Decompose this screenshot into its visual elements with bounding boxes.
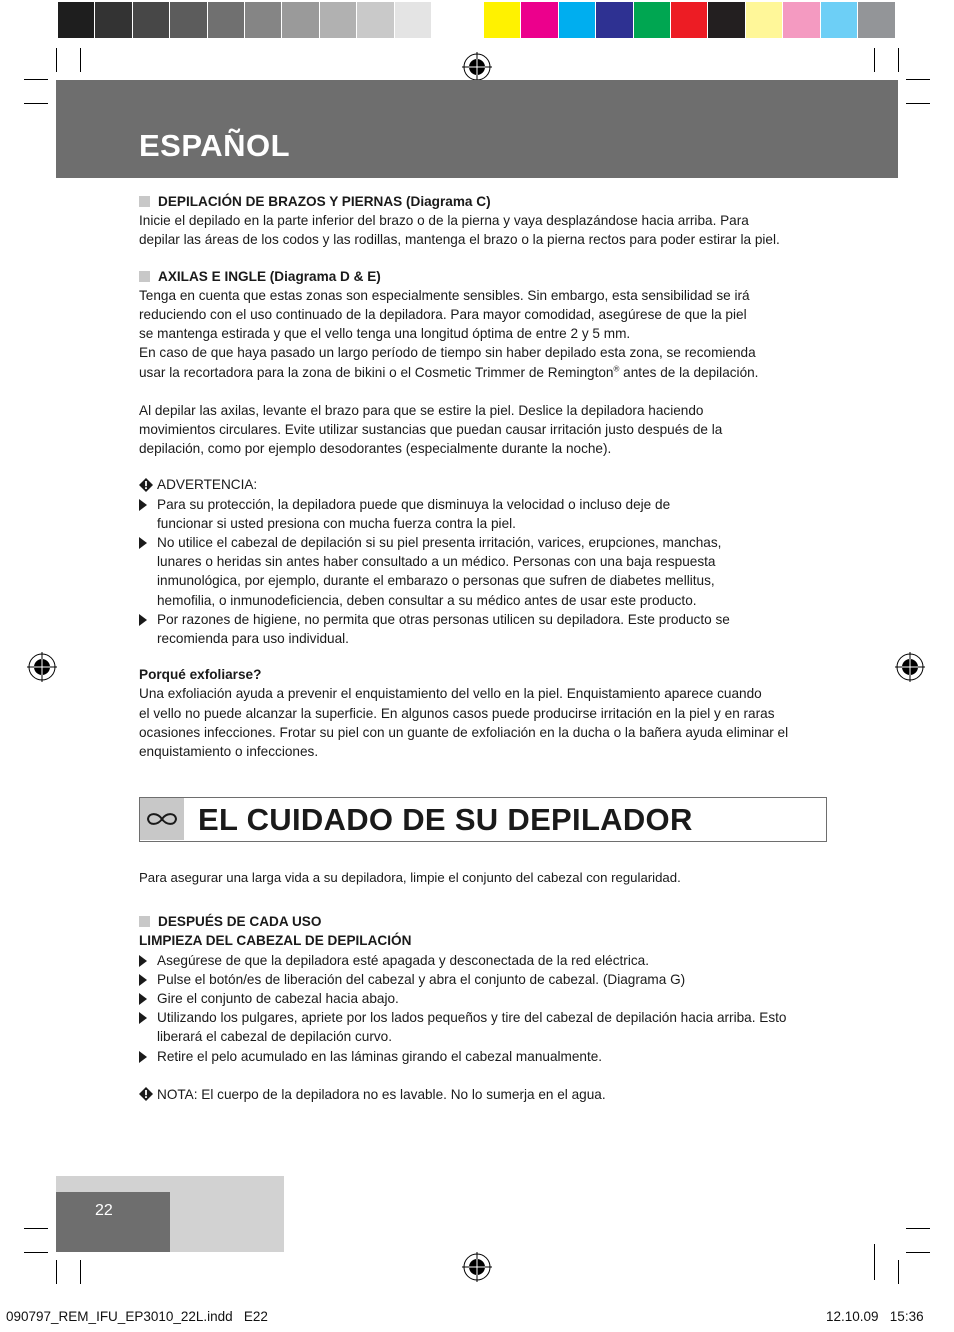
color-swatch	[821, 2, 858, 38]
note-text: NOTA: El cuerpo de la depiladora no es lavable. No lo sumerja en el agua.	[157, 1086, 606, 1102]
color-swatch	[634, 2, 671, 38]
care-title: EL CUIDADO DE SU DEPILADOR	[198, 802, 693, 837]
color-swatch	[395, 2, 432, 38]
crop-mark	[906, 1252, 930, 1253]
list-item-line: No utilice el cabezal de depilación si su piel presenta irritación, varices, erupciones, manchas,	[157, 535, 722, 551]
cleaning-steps-list	[139, 951, 839, 1066]
crop-mark	[906, 103, 930, 104]
list-item	[139, 989, 839, 1008]
list-item-line: Utilizando los pulgares, apriete por los lados pequeños y tire del cabezal de depilación hacia arriba. Esto	[157, 1010, 787, 1026]
body-line: ocasiones infecciones. Frotar su piel con un guante de exfoliación en la ducha o la bañera ayuda eliminar el	[139, 724, 789, 740]
color-swatch	[282, 2, 319, 38]
body-line: enquistamiento o infecciones.	[139, 744, 319, 760]
crop-mark	[898, 1260, 899, 1284]
cleaning-heading: LIMPIEZA DEL CABEZAL DE DEPILACIÓN	[139, 933, 412, 949]
main-content	[139, 192, 839, 761]
color-swatch	[783, 2, 820, 38]
body-line	[139, 363, 839, 382]
crop-mark	[24, 79, 48, 80]
color-swatch	[432, 2, 469, 38]
body-line: depilar las áreas de los codos y las rodillas, mantenga el brazo o la pierna rectos para poder estirar la piel.	[139, 232, 780, 248]
arrow-bullet-icon	[139, 955, 147, 967]
note-line	[139, 1085, 839, 1104]
section-title: DEPILACIÓN DE BRAZOS Y PIERNAS (Diagrama C)	[158, 194, 491, 209]
list-item-line: Gire el conjunto de cabezal hacia abajo.	[157, 991, 399, 1007]
list-item-line: lunares o heridas sin antes haber consultado a un médico. Personas con una baja respuesta	[157, 554, 716, 570]
list-item-line: funcionar si usted presiona con mucha fuerza contra la piel.	[157, 515, 516, 531]
list-item-line: hemofilia, o inmunodeficiencia, deben consultar a su médico antes de usar este producto.	[157, 592, 697, 608]
body-line: se mantenga estirada y que el vello tenga una longitud óptima de entre 2 y 5 mm.	[139, 326, 631, 342]
registration-mark-icon	[462, 52, 492, 82]
crop-mark	[906, 79, 930, 80]
color-swatch	[95, 2, 132, 38]
color-swatch	[746, 2, 783, 38]
crop-mark	[24, 1252, 48, 1253]
body-line: Tenga en cuenta que estas zonas son especialmente sensibles. Sin embargo, esta sensibilidad se irá	[139, 287, 750, 303]
list-item	[139, 1008, 839, 1046]
warning-title: ADVERTENCIA:	[157, 477, 258, 493]
section-heading-armpits	[139, 267, 839, 286]
square-bullet-icon	[139, 916, 150, 927]
color-swatch	[133, 2, 170, 38]
care-content	[139, 868, 839, 1104]
crop-mark	[80, 48, 81, 72]
body-line: el vello no puede alcanzar la superficie. En algunos casos puede producirse irritación en la piel y en raras	[139, 705, 775, 721]
color-swatch	[170, 2, 207, 38]
color-swatch	[858, 2, 895, 38]
crop-mark	[874, 1244, 875, 1280]
list-item-line: Asegúrese de que la depiladora esté apagada y desconectada de la red eléctrica.	[157, 952, 649, 968]
crop-mark	[80, 1260, 81, 1284]
section-title: AXILAS E INGLE (Diagrama D & E)	[158, 268, 381, 284]
color-swatch	[708, 2, 745, 38]
page-number: 22	[95, 1202, 113, 1219]
crop-mark	[906, 1228, 930, 1229]
body-line: reduciendo con el uso continuado de la depiladora. Para mayor comodidad, asegúrese de que la piel	[139, 307, 747, 323]
arrow-bullet-icon	[139, 537, 147, 549]
infinity-icon	[145, 810, 179, 828]
page-title: ESPAÑOL	[139, 128, 291, 163]
date-slug: 12.10.09 15:36	[826, 1309, 924, 1324]
color-swatch	[559, 2, 596, 38]
color-swatch	[671, 2, 708, 38]
registration-mark-icon	[462, 1252, 492, 1282]
list-item-line: Para su protección, la depiladora puede que disminuya la velocidad o incluso deje de	[157, 496, 671, 512]
list-item-line: liberará el cabezal de depilación curvo.	[157, 1029, 393, 1045]
section-heading-arms-legs	[139, 192, 839, 211]
color-swatch	[521, 2, 558, 38]
care-intro: Para asegurar una larga vida a su depiladora, limpie el conjunto del cabezal con regularidad.	[139, 870, 681, 885]
warning-icon	[139, 478, 153, 492]
file-slug: 090797_REM_IFU_EP3010_22L.indd E22	[6, 1309, 268, 1324]
color-swatch	[596, 2, 633, 38]
registration-mark-icon	[27, 652, 57, 682]
body-line: movimientos circulares. Evite utilizar sustancias que puedan causar irritación justo después de la	[139, 422, 723, 438]
list-item-line: Pulse el botón/es de liberación del cabezal y abra el conjunto de cabezal. (Diagrama G)	[157, 971, 686, 987]
exfoliate-heading: Porqué exfoliarse?	[139, 667, 262, 683]
arrow-bullet-icon	[139, 1051, 147, 1063]
list-item-line: Retire el pelo acumulado en las láminas girando el cabezal manualmente.	[157, 1048, 603, 1064]
body-text: antes de la depilación.	[619, 364, 759, 380]
square-bullet-icon	[139, 196, 150, 207]
crop-mark	[24, 1228, 48, 1229]
list-item	[139, 951, 839, 970]
arrow-bullet-icon	[139, 974, 147, 986]
list-item	[139, 970, 839, 989]
crop-mark	[898, 48, 899, 72]
registration-mark-icon	[895, 652, 925, 682]
color-swatch	[320, 2, 357, 38]
arrow-bullet-icon	[139, 993, 147, 1005]
body-line: depilación, como por ejemplo desodorantes (especialmente durante la noche).	[139, 441, 612, 457]
list-item	[139, 533, 839, 610]
color-swatch-bar	[484, 2, 895, 38]
list-item	[139, 495, 839, 533]
color-swatch	[208, 2, 245, 38]
registered-mark: ®	[613, 364, 620, 374]
arrow-bullet-icon	[139, 1012, 147, 1024]
color-swatch	[484, 2, 521, 38]
list-item-line: Por razones de higiene, no permita que otras personas utilicen su depiladora. Este producto se	[157, 611, 730, 627]
page-number-tab	[56, 1192, 170, 1252]
warning-heading	[139, 475, 839, 494]
section-title: DESPUÉS DE CADA USO	[158, 914, 322, 930]
care-icon-cell	[140, 798, 184, 840]
care-heading-box	[139, 797, 827, 842]
warning-icon	[139, 1087, 153, 1101]
crop-mark	[56, 1260, 57, 1284]
arrow-bullet-icon	[139, 614, 147, 626]
grayscale-swatch-bar	[58, 2, 469, 38]
color-swatch	[58, 2, 95, 38]
body-line: Una exfoliación ayuda a prevenir el enquistamiento del vello en la piel. Enquistamiento aparece cuando	[139, 686, 762, 702]
crop-mark	[56, 48, 57, 72]
arrow-bullet-icon	[139, 499, 147, 511]
crop-mark	[24, 103, 48, 104]
body-line: Inicie el depilado en la parte inferior del brazo o de la pierna y vaya desplazándose hacia arriba. Para	[139, 213, 749, 229]
body-text: usar la recortadora para la zona de bikini o el Cosmetic Trimmer de Remington	[139, 364, 614, 380]
body-line: En caso de que haya pasado un largo período de tiempo sin haber depilado esta zona, se recomienda	[139, 345, 756, 361]
list-item-line: recomienda para uso individual.	[157, 631, 349, 647]
color-swatch	[357, 2, 394, 38]
warning-list	[139, 495, 839, 649]
list-item	[139, 610, 839, 648]
section-heading-after-use	[139, 912, 839, 931]
list-item	[139, 1047, 839, 1066]
crop-mark	[874, 48, 875, 72]
square-bullet-icon	[139, 271, 150, 282]
list-item-line: inmunológica, por ejemplo, durante el embarazo o personas que sufren de diabetes mellitus,	[157, 573, 715, 589]
color-swatch	[245, 2, 282, 38]
body-line: Al depilar las axilas, levante el brazo para que se estire la piel. Deslice la depiladora haciendo	[139, 402, 704, 418]
